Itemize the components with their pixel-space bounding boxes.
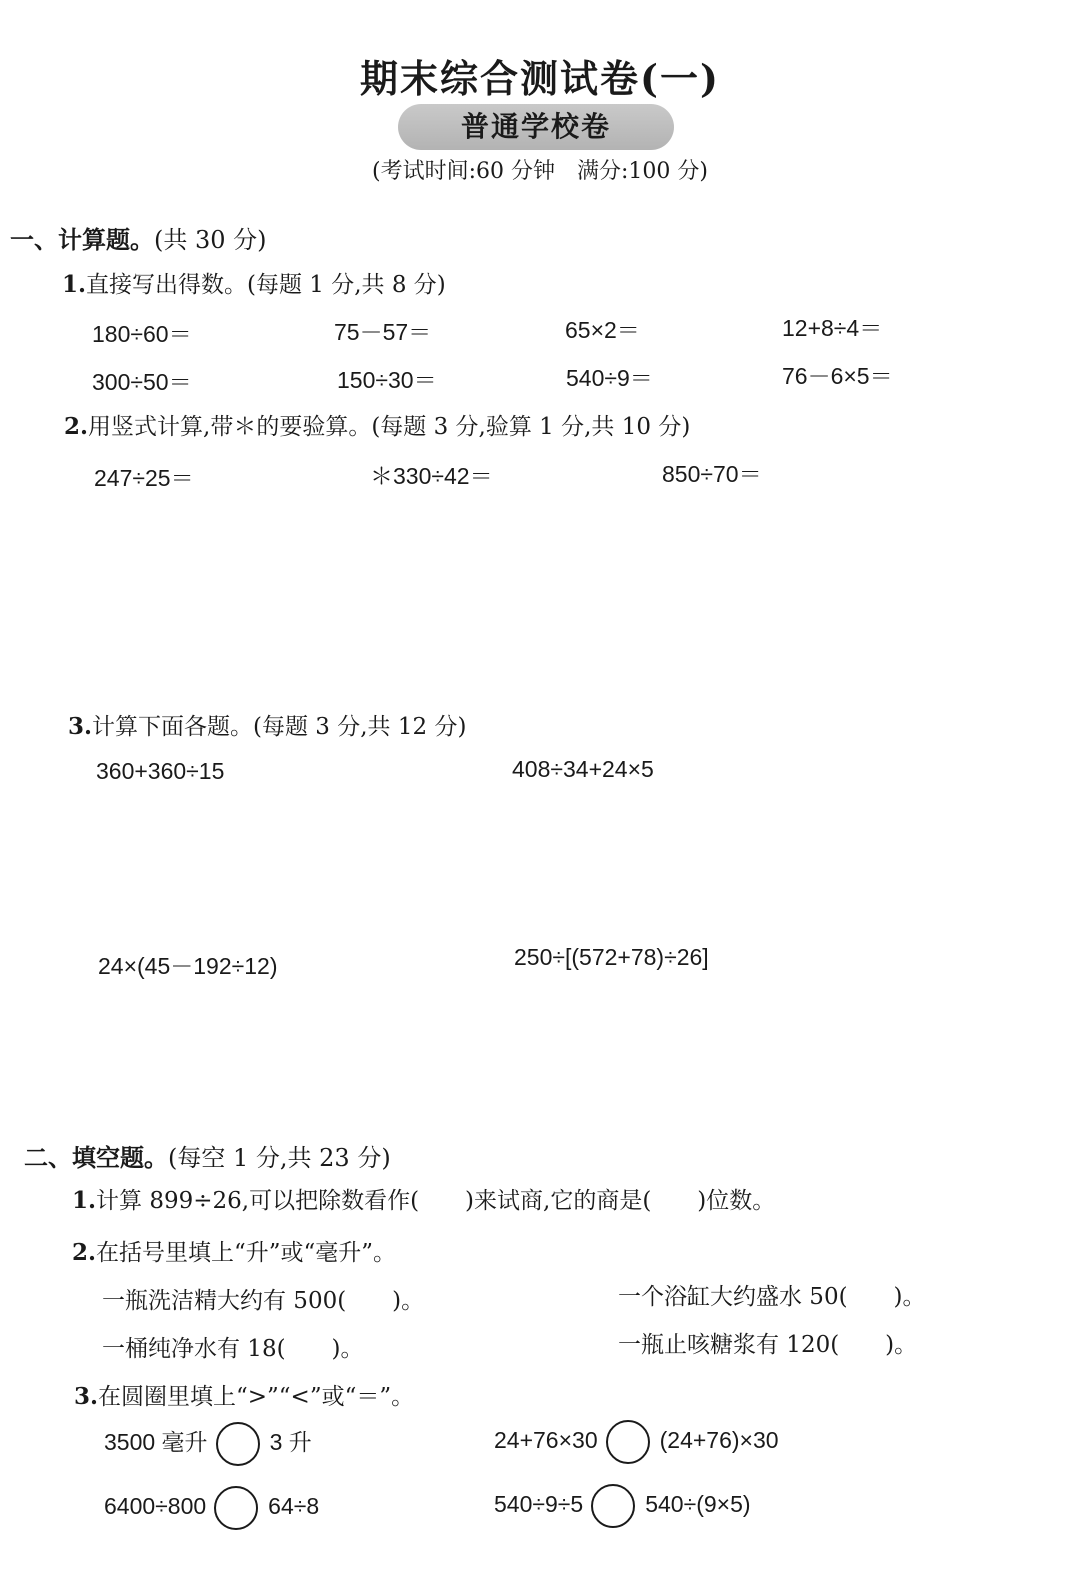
section2-heading: [24, 1138, 391, 1173]
s1-q1-item: 180÷60＝: [92, 321, 192, 347]
s2-q2-text: 在括号里填上“升”或“毫升”。: [96, 1240, 397, 1266]
compare-left: 3500 毫升: [104, 1429, 208, 1456]
section1-title: 一、计算题。: [10, 225, 154, 254]
s2-q2-item: 一瓶洗洁精大约有 500( )。: [102, 1288, 425, 1314]
exam-meta: (考试时间:60 分钟 满分:100 分): [372, 159, 708, 184]
compare-right: 3 升: [269, 1429, 312, 1456]
compare-row: [104, 1486, 319, 1530]
s1-q3-item: 24×(45－192÷12): [98, 953, 278, 979]
school-badge: 普通学校卷: [398, 104, 674, 150]
s1-q2-item: 247÷25＝: [94, 465, 194, 491]
s2-q3-number: 3.: [74, 1383, 99, 1410]
answer-circle[interactable]: [214, 1486, 258, 1530]
s1-q3-item: 360+360÷15: [96, 758, 225, 784]
s2-q1-text: 计算 899÷26,可以把除数看作( )来试商,它的商是( )位数。: [96, 1188, 776, 1214]
s2-q2-item: 一桶纯净水有 18( )。: [102, 1336, 364, 1362]
page-title: 期末综合测试卷(一): [360, 56, 720, 101]
section1-heading: [10, 220, 267, 255]
s1-q3-item: 250÷[(572+78)÷26]: [514, 944, 709, 970]
s1-q3-text: 计算下面各题。(每题 3 分,共 12 分): [92, 714, 467, 740]
compare-right: 540÷(9×5): [645, 1491, 751, 1518]
s1-q2-text: 用竖式计算,带＊的要验算。(每题 3 分,验算 1 分,共 10 分): [88, 414, 691, 440]
s2-q2-item: 一个浴缸大约盛水 50( )。: [618, 1284, 926, 1310]
s1-q1-number: 1.: [62, 271, 87, 298]
section2-points: (每空 1 分,共 23 分): [168, 1144, 391, 1172]
s1-q3-number: 3.: [68, 713, 93, 740]
s1-q1-item: 65×2＝: [565, 317, 640, 343]
answer-circle[interactable]: [216, 1422, 260, 1466]
answer-circle[interactable]: [591, 1484, 635, 1528]
answer-circle[interactable]: [606, 1420, 650, 1464]
s1-q2-number: 2.: [64, 413, 89, 440]
s1-q1-item: 300÷50＝: [92, 369, 192, 395]
compare-left: 6400÷800: [104, 1493, 207, 1520]
compare-row: [494, 1420, 779, 1464]
section2-title: 二、填空题。: [24, 1143, 168, 1172]
s1-q1-item: 150÷30＝: [337, 367, 437, 393]
compare-row: [104, 1422, 312, 1466]
section1-points: (共 30 分): [154, 226, 267, 254]
compare-right: 64÷8: [268, 1493, 320, 1520]
s1-q2-item: 850÷70＝: [662, 461, 762, 487]
s2-q3-text: 在圆圈里填上“>”“<”或“＝”。: [98, 1384, 415, 1410]
compare-row: [494, 1484, 751, 1528]
s2-q1: [72, 1182, 775, 1215]
s2-q2-heading: [72, 1234, 396, 1267]
s1-q1-item: 540÷9＝: [566, 365, 653, 391]
s1-q1-heading: [62, 266, 446, 299]
s1-q1-item: 12+8÷4＝: [782, 315, 883, 341]
s1-q1-text: 直接写出得数。(每题 1 分,共 8 分): [86, 272, 446, 298]
s1-q3-heading: [68, 708, 466, 741]
s1-q2-item: ＊330÷42＝: [370, 463, 493, 489]
s1-q1-item: 76－6×5＝: [782, 363, 893, 389]
compare-left: 540÷9÷5: [494, 1491, 584, 1518]
s2-q2-number: 2.: [72, 1239, 97, 1266]
s1-q1-item: 75－57＝: [334, 319, 432, 345]
s2-q1-number: 1.: [72, 1187, 97, 1214]
s1-q2-heading: [64, 408, 690, 441]
compare-right: (24+76)×30: [659, 1427, 779, 1454]
s1-q3-item: 408÷34+24×5: [512, 756, 654, 782]
s2-q2-item: 一瓶止咳糖浆有 120( )。: [618, 1332, 918, 1358]
compare-left: 24+76×30: [494, 1427, 598, 1454]
s2-q3-heading: [74, 1378, 414, 1411]
